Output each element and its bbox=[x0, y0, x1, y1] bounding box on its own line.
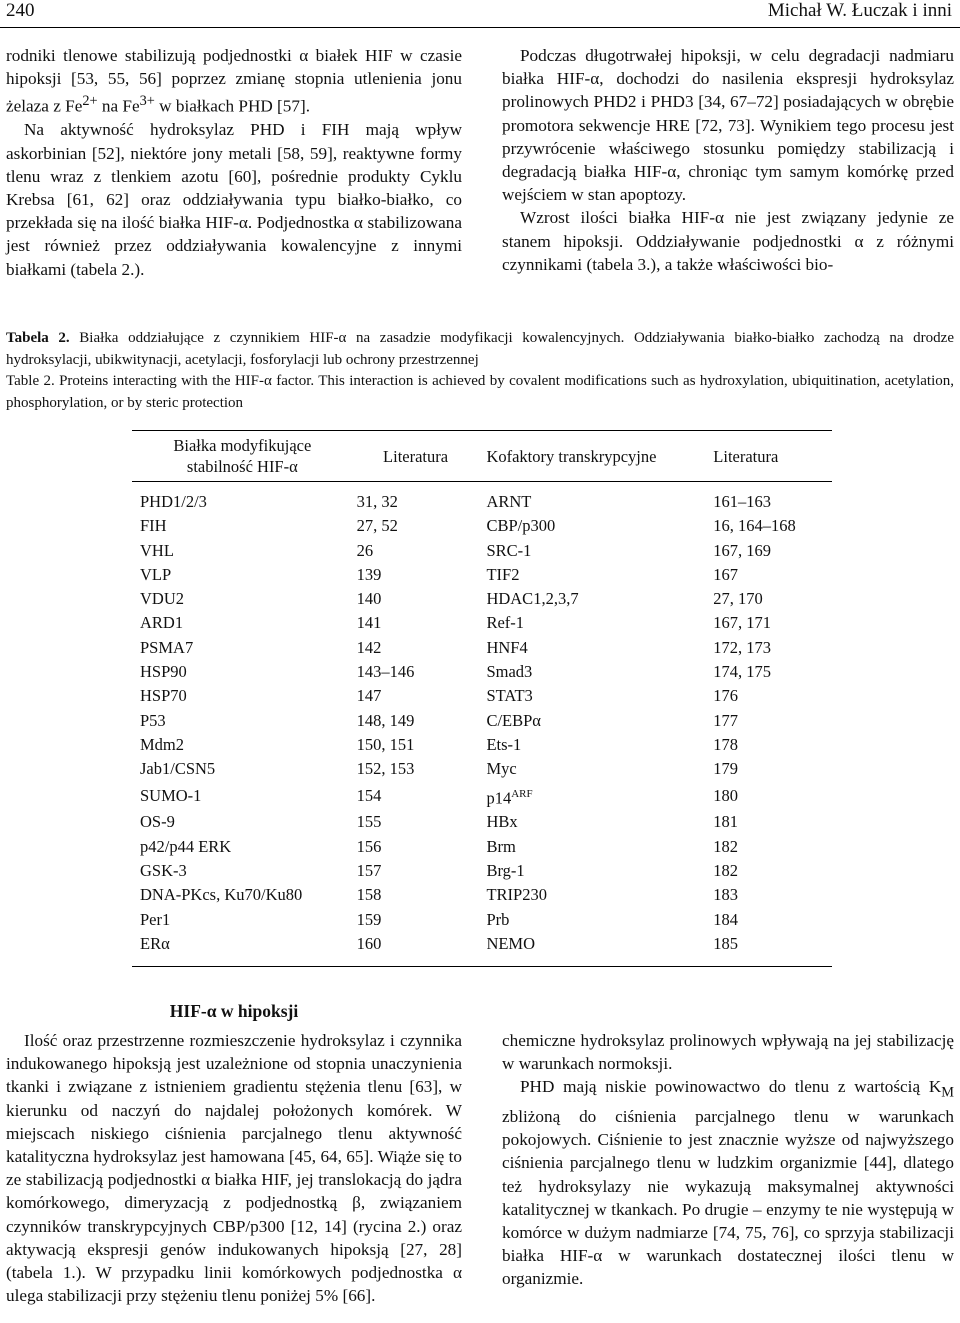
table-row bbox=[132, 835, 832, 859]
text-column-bottom-left bbox=[6, 1029, 462, 1307]
table-cell: SUMO-1 bbox=[140, 785, 202, 805]
table-cell: 183 bbox=[713, 885, 739, 905]
table-cell: VLP bbox=[140, 564, 172, 584]
data-table bbox=[132, 430, 832, 967]
table-cell: Brm bbox=[486, 836, 516, 856]
table-cell: 180 bbox=[713, 785, 739, 805]
table-cell: HBx bbox=[486, 812, 518, 832]
table-cell: 156 bbox=[356, 836, 382, 856]
table-row bbox=[132, 908, 832, 932]
page-number: 240 bbox=[6, 0, 35, 21]
text-column-bottom-right bbox=[502, 1029, 954, 1291]
table-row bbox=[132, 709, 832, 733]
table-row bbox=[132, 482, 832, 515]
table-cell: HNF4 bbox=[486, 637, 528, 657]
table-cell: OS-9 bbox=[140, 812, 175, 832]
paragraph: Na aktywność hydroksylaz PHD i FIH mają wpływ askorbinian [52], niektóre jony metali [58, 59], reaktywne formy tlenu wraz z tlenkiem azotu [60], pośrednie produkty Cyklu Krebsa [61, 62] oraz oddziaływania typu białko-białko, co przekłada się na ilość białka HIF-α. Podjednostka α stabilizowana jest również przez oddziaływania kowalencyjne z innymi białkami (tabela 2.). bbox=[6, 120, 462, 279]
superscript: ARF bbox=[511, 787, 533, 800]
table-cell: 27, 52 bbox=[356, 516, 398, 536]
table-cell: 143–146 bbox=[356, 662, 415, 682]
table-cell: TRIP230 bbox=[486, 885, 547, 905]
section-heading: HIF-α w hipoksji bbox=[169, 1001, 299, 1021]
table-cell: ERα bbox=[140, 933, 170, 953]
paragraph: chemiczne hydroksylaz prolinowych wpływają na jej stabilizację w warunkach normoksji. bbox=[502, 1031, 954, 1074]
table-cell: 141 bbox=[356, 613, 382, 633]
table-cell: 182 bbox=[713, 860, 739, 880]
table-cell: STAT3 bbox=[486, 686, 533, 706]
table-cell: 27, 170 bbox=[713, 589, 763, 609]
table-cell: 181 bbox=[713, 812, 739, 832]
table-cell: P53 bbox=[140, 710, 166, 730]
table-cell: 16, 164–168 bbox=[713, 516, 796, 536]
table-cell: HSP70 bbox=[140, 686, 187, 706]
table-cell: 174, 175 bbox=[713, 662, 772, 682]
table-cell: 172, 173 bbox=[713, 637, 772, 657]
table-cell: DNA-PKcs, Ku70/Ku80 bbox=[140, 885, 303, 905]
table-cell: 185 bbox=[713, 933, 739, 953]
paragraph: PHD mają niskie powinowactwo do tlenu z wartością $K_M$ zbliżoną do ciśnienia parcjalnego tlenu w warunkach pokojowych. Ciśnienie to jest znacznie wyższe od najwyższego ciśnienia parcjalnego tlenu w ludzkim organizmie [44], dlatego też hydroksylazy nie wykazują maksymalnej aktywności katalitycznej w tkankach. Po drugie – enzymy te nie występują w komórce w dużym nadmiarze [74, 75, 76], co sprzyja stabilizacji białka HIF-α w warunkach dostatecznej ilości tlenu w organizmie. bbox=[502, 1077, 954, 1289]
table-cell: 178 bbox=[713, 734, 739, 754]
table-cell: Jab1/CSN5 bbox=[140, 759, 216, 779]
header-rule bbox=[0, 27, 960, 28]
table-cell: NEMO bbox=[486, 933, 536, 953]
caption-polish: Tabela 2. Białka oddziałujące z czynnikiem HIF-α na zasadzie modyfikacji kowalencyjnych. Oddziaływania białko-białko zachodzą na drodze hydroksylacji, ubikwitynacji, acetylacji, fosforylacji lub ochrony przestrzennej bbox=[6, 330, 954, 368]
table-cell: 26 bbox=[356, 540, 374, 560]
table-cell: p42/p44 ERK bbox=[140, 836, 232, 856]
table-cell: Ets-1 bbox=[486, 734, 522, 754]
table-cell: 31, 32 bbox=[356, 492, 398, 511]
table-cell: HDAC1,2,3,7 bbox=[486, 589, 579, 609]
table-cell: 147 bbox=[356, 686, 382, 706]
column-header: Białka modyfikujące stabilność HIF-α bbox=[173, 436, 312, 476]
table-cell: 157 bbox=[356, 860, 382, 880]
table-cell: CBP/p300 bbox=[486, 516, 556, 536]
table-cell: GSK-3 bbox=[140, 860, 187, 880]
table-row bbox=[132, 539, 832, 563]
table-cell: Per1 bbox=[140, 909, 171, 929]
table-caption bbox=[6, 328, 954, 414]
table-header-row bbox=[132, 431, 832, 482]
table-cell: 161–163 bbox=[713, 492, 772, 511]
table-row bbox=[132, 611, 832, 635]
table-cell: Ref-1 bbox=[486, 613, 525, 633]
table-cell: 158 bbox=[356, 885, 382, 905]
table-cell: C/EBPα bbox=[486, 710, 541, 730]
paragraph: Podczas długotrwałej hipoksji, w celu degradacji nadmiaru białka HIF-α, dochodzi do nasilenia ekspresji hydroksylaz prolinowych PHD2 i PHD3 [34, 67–72] posiadających w obrębie promotora sekwencje HRE [72, 73]. Wynikiem tego procesu jest przywrócenie właściwego stosunku pomiędzy stabilizacją i degradacją białka HIF-α, chroniąc tym samym komórkę przed wejściem w stan apoptozy. bbox=[502, 46, 954, 205]
running-author: Michał W. Łuczak i inni bbox=[767, 0, 952, 21]
table-cell: PSMA7 bbox=[140, 637, 194, 657]
table-row bbox=[132, 932, 832, 967]
table-cell: Prb bbox=[486, 909, 510, 929]
text-column-top-right bbox=[502, 44, 954, 276]
table-cell: 154 bbox=[356, 785, 382, 805]
table-row bbox=[132, 660, 832, 684]
table-cell: 152, 153 bbox=[356, 759, 415, 779]
table-row bbox=[132, 587, 832, 611]
table-cell: 142 bbox=[356, 637, 382, 657]
table-cell: 176 bbox=[713, 686, 739, 706]
paragraph: Ilość oraz przestrzenne rozmieszczenie hydroksylaz i czynnika indukowanego hipoksją jest uzależnione od stopnia unaczynienia tkanki i związane z istnieniem gradientu stężenia tlenu [63], w kierunku od naczyń do najdalej położonych komórek. W miejscach niskiego ciśnienia parcjalnego tlenu aktywność katalityczna hydroksylaz jest hamowana [45, 64, 65]. Wiąże się to ze stabilizacją podjednostki α białka HIF, jej translokacją do jądra komórkowego, dimeryzacją z podjednostką β, związaniem czynników transkrypcyjnych CBP/p300 [12, 14] (rycina 2.) oraz aktywacją ekspresji genów indukowanych hipoksją [27, 28] (tabela 1.). W przypadku linii komórkowych podjednostka α ulega stabilizacji przy stężeniu tlenu poniżej 5% [66]. bbox=[6, 1031, 462, 1306]
table-cell: ARNT bbox=[486, 492, 532, 511]
table-cell: 159 bbox=[356, 909, 382, 929]
text-column-top-left bbox=[6, 44, 462, 281]
caption-english: Table 2. Proteins interacting with the HIF-α factor. This interaction is achieved by covalent modifications such as hydroxylation, ubiquitination, acetylation, phosphorylation, or by steric protection bbox=[6, 373, 954, 411]
table-cell: Myc bbox=[486, 759, 517, 779]
table-cell: VHL bbox=[140, 540, 174, 560]
table-cell: HSP90 bbox=[140, 662, 187, 682]
column-header: Literatura bbox=[713, 446, 779, 466]
table-row bbox=[132, 514, 832, 538]
table-cell: 150, 151 bbox=[356, 734, 415, 754]
table-cell: Smad3 bbox=[486, 662, 533, 682]
table-cell: 167, 169 bbox=[713, 540, 772, 560]
table-cell: VDU2 bbox=[140, 589, 184, 609]
table-cell: 167 bbox=[713, 564, 739, 584]
table-cell: 179 bbox=[713, 759, 739, 779]
paragraph: Wzrost ilości białka HIF-α nie jest związany jedynie ze stanem hipoksji. Oddziaływanie podjednostki α z różnymi czynnikami (tabela 3.), a także właściwości bio- bbox=[502, 208, 954, 274]
table-row bbox=[132, 757, 832, 781]
table-row bbox=[132, 563, 832, 587]
table-row bbox=[132, 782, 832, 811]
table-cell: SRC-1 bbox=[486, 540, 532, 560]
table-cell: TIF2 bbox=[486, 564, 520, 584]
table-row bbox=[132, 883, 832, 907]
table-cell: Mdm2 bbox=[140, 734, 185, 754]
table-row bbox=[132, 733, 832, 757]
paragraph: rodniki tlenowe stabilizują podjednostki α białek HIF w czasie hipoksji [53, 55, 56] poprzez zmianę stopnia utlenienia jonu żelaza z $Fe^{2+}$ na $Fe^{3+}$ w białkach PHD [57]. bbox=[6, 46, 462, 117]
table-cell: 182 bbox=[713, 836, 739, 856]
table-cell: 177 bbox=[713, 710, 739, 730]
column-header: Literatura bbox=[383, 446, 449, 466]
table-cell: 167, 171 bbox=[713, 613, 772, 633]
table-cell: 148, 149 bbox=[356, 710, 415, 730]
table-cell: 160 bbox=[356, 933, 382, 953]
table-row bbox=[132, 684, 832, 708]
table-cell: PHD1/2/3 bbox=[140, 492, 207, 511]
table-cell: 139 bbox=[356, 564, 382, 584]
table-cell: 140 bbox=[356, 589, 382, 609]
table-cell: Brg-1 bbox=[486, 860, 525, 880]
table-cell: ARD1 bbox=[140, 613, 184, 633]
table-row bbox=[132, 636, 832, 660]
table-row bbox=[132, 810, 832, 834]
column-header: Kofaktory transkrypcyjne bbox=[486, 446, 657, 466]
table-cell: 184 bbox=[713, 909, 739, 929]
table-cell: $p14^{ARF}$ bbox=[486, 787, 533, 808]
table-cell: FIH bbox=[140, 516, 167, 536]
table-cell: 155 bbox=[356, 812, 382, 832]
table-row bbox=[132, 859, 832, 883]
